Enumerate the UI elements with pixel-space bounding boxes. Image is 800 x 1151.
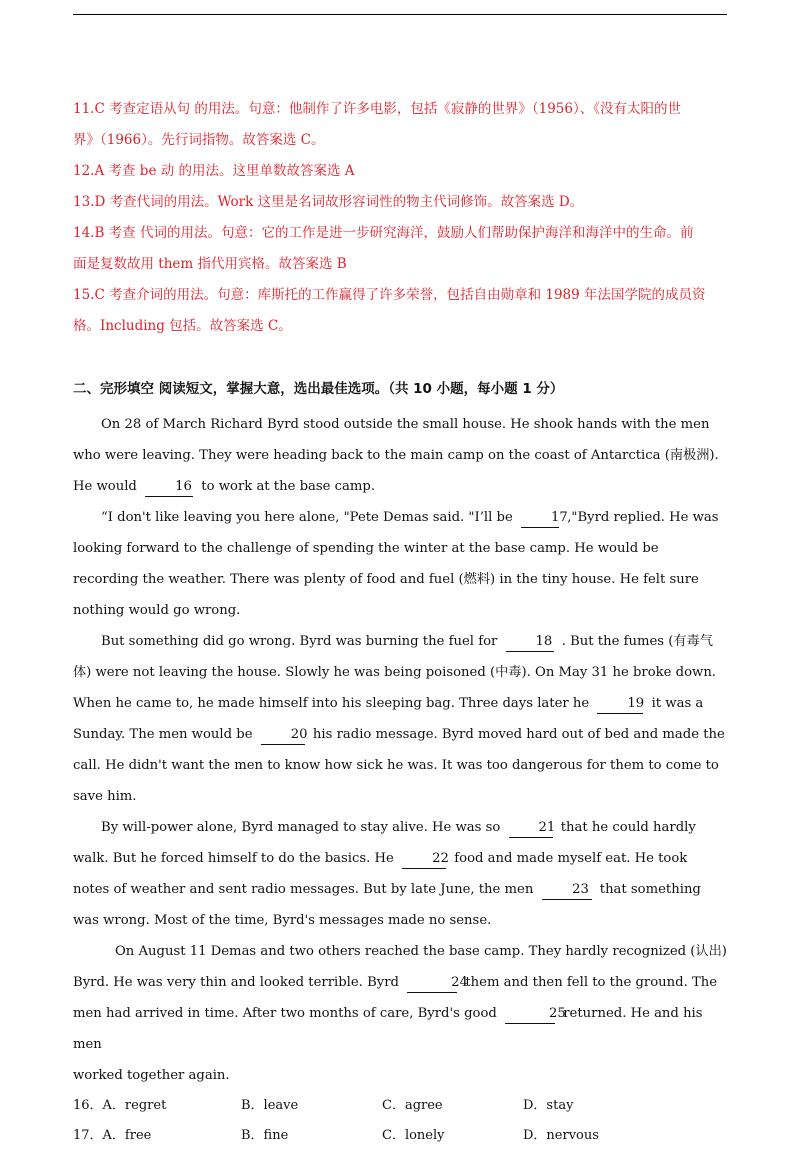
option-d[interactable]: D．stay — [523, 1098, 574, 1113]
option-b[interactable]: B．fine — [241, 1128, 289, 1143]
passage-text: By will-power alone, Byrd managed to stay alive. He was so — [101, 820, 501, 835]
blank-22: 22 — [402, 850, 446, 869]
blank-25: 25 — [505, 1005, 555, 1024]
question-number: 16． — [73, 1098, 103, 1113]
answer-15-line2: 格。Including 包括。故答案选 C。 — [73, 318, 292, 334]
question-16-options — [73, 1091, 727, 1121]
blank-19: 19 — [597, 695, 643, 714]
passage-text: that something was wrong. Most of the time, Byrd's messages made no sense. — [73, 882, 701, 928]
passage-text: ,"Byrd replied. He was looking forward to the challenge of spending the winter at the base camp. He would be recording the weather. There was plenty of food and fuel (燃料) in the tiny house. He felt sure nothing would go wrong. — [73, 510, 719, 618]
answer-12-line1: 12.A 考查 be 动 的用法。这里单数故答案选 A — [73, 163, 355, 179]
option-a[interactable]: A．free — [102, 1128, 152, 1143]
blank-23: 23 — [542, 881, 592, 900]
blank-16: 16 — [145, 478, 193, 497]
answer-13-line1: 13.D 考查代词的用法。Work 这里是名词故形容词性的物主代词修饰。故答案选 D。 — [73, 194, 584, 210]
answer-explanations — [73, 94, 727, 342]
passage-paragraph-3 — [73, 626, 727, 812]
header-rule — [73, 14, 727, 15]
option-b[interactable]: B．leave — [241, 1098, 299, 1113]
question-17-options — [73, 1121, 727, 1151]
answer-14-line2: 面是复数故用 them 指代用宾格。故答案选 B — [73, 256, 347, 272]
option-a[interactable]: A．regret — [102, 1098, 167, 1113]
passage-text: to work at the base camp. — [201, 479, 376, 494]
passage-paragraph-5 — [73, 936, 727, 1060]
passage-text: “I don't like leaving you here alone, "Pete Demas said. "I’ll be — [101, 510, 513, 525]
passage-text: it was a Sunday. The men would be — [73, 696, 704, 742]
option-c[interactable]: C．lonely — [382, 1128, 445, 1143]
passage-text: that he could hardly walk. But he forced himself to do the basics. He — [73, 820, 696, 866]
passage-text: On August 11 Demas and two others reached the base camp. They hardly recognized (认出) Byrd. He was very thin and looked terrible. Byrd — [73, 944, 727, 990]
document-page — [73, 94, 727, 1151]
section-title: 二、完形填空 阅读短文，掌握大意，选出最佳选项。（共 10 小题，每小题 1 分） — [73, 381, 564, 397]
blank-20: 20 — [261, 726, 305, 745]
cloze-passage — [73, 409, 727, 1091]
answer-14-line1: 14.B 考查 代词的用法。句意：它的工作是进一步研究海洋，鼓励人们帮助保护海洋和海洋中的生命。前 — [73, 225, 694, 241]
passage-text: returned. He and his men — [73, 1006, 703, 1052]
answer-15-line1: 15.C 考查介词的用法。句意：库斯托的工作赢得了许多荣誉，包括自由勋章和 1989 年法国学院的成员资 — [73, 287, 706, 303]
blank-18: 18 — [506, 633, 554, 652]
passage-paragraph-2 — [73, 502, 727, 626]
passage-text: . But the fumes (有毒气体) were not leaving the house. Slowly he was being poisoned (中毒). On May 31 he broke down. When he came to, he made himself into his sleeping bag. Three days later he — [73, 634, 716, 711]
passage-paragraph-1 — [73, 409, 727, 502]
blank-24: 24 — [407, 974, 457, 993]
option-d[interactable]: D．nervous — [523, 1128, 599, 1143]
passage-paragraph-6: worked together again. — [73, 1068, 230, 1083]
answer-11-line2: 界》（1966）。先行词指物。故答案选 C。 — [73, 132, 325, 148]
options-list — [73, 1091, 727, 1151]
passage-text: them and then fell to the ground. The men had arrived in time. After two months of care, Byrd's good — [73, 975, 718, 1021]
passage-text: his radio message. Byrd moved hard out of bed and made the call. He didn't want the men to know how sick he was. It was too dangerous for them to come to save him. — [73, 727, 725, 804]
passage-text: But something did go wrong. Byrd was burning the fuel for — [101, 634, 498, 649]
passage-text: food and made myself eat. He took notes of weather and sent radio messages. But by late June, the men — [73, 851, 688, 897]
blank-21: 21 — [509, 819, 553, 838]
option-c[interactable]: C．agree — [382, 1098, 443, 1113]
blank-17: 17 — [521, 509, 559, 528]
passage-paragraph-4 — [73, 812, 727, 936]
answer-11-line1: 11.C 考查定语从句 的用法。句意：他制作了许多电影，包括《寂静的世界》（1956）、《没有太阳的世 — [73, 101, 681, 117]
question-number: 17． — [73, 1128, 103, 1143]
passage-text: On 28 of March Richard Byrd stood outside the small house. He shook hands with the men who were leaving. They were heading back to the main camp on the coast of Antarctica (南极洲). He would — [73, 417, 719, 494]
